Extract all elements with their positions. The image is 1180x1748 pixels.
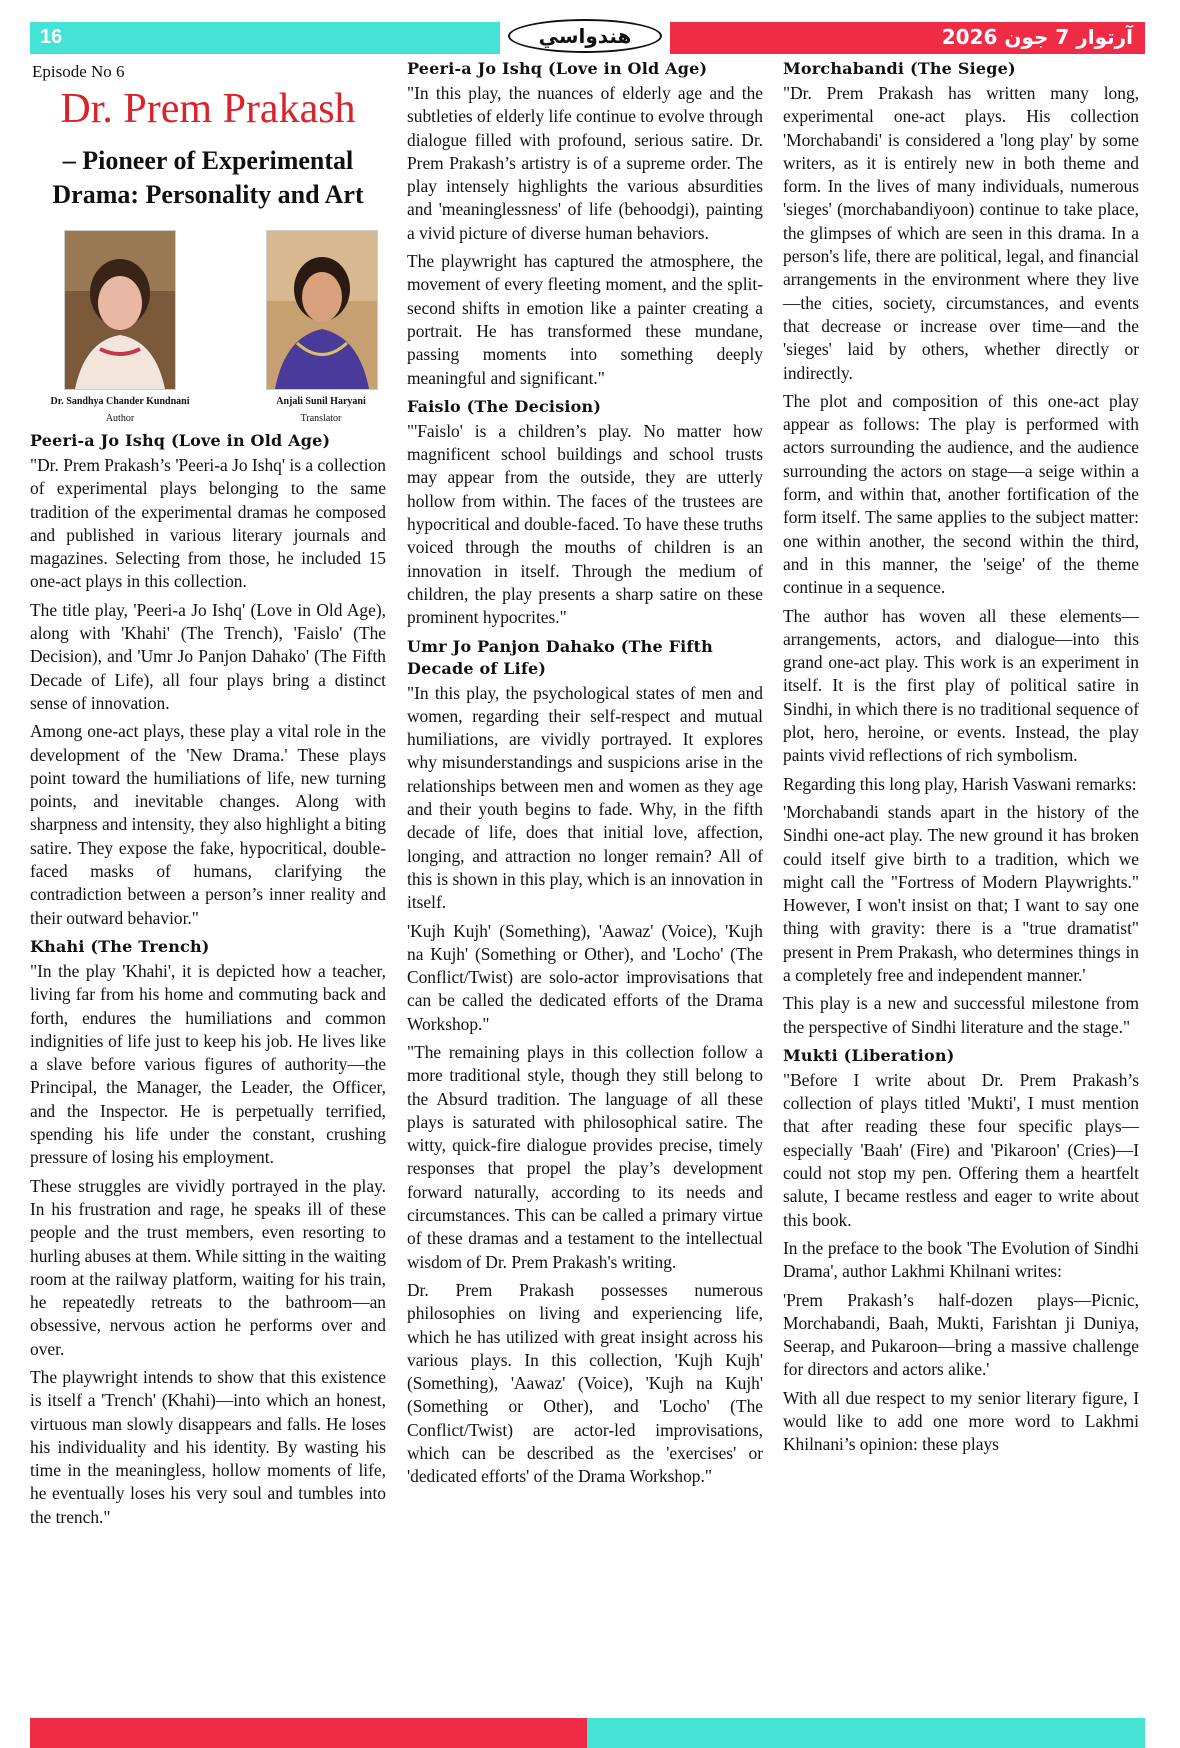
- section-heading: Mukti (Liberation): [783, 1045, 955, 1065]
- column-2: [407, 58, 763, 1494]
- issue-date: آرتوار 7 جون 2026: [941, 25, 1133, 49]
- author-role: Author: [105, 413, 135, 424]
- section-heading: Peeri-a Jo Ishq (Love in Old Age): [30, 431, 331, 450]
- paragraph: The author has woven all these elements—arrangements, actors, and dialogue—into this grand one-act play. This work is an experiment in itself. It is the first play of political satire in Sindhi, in which there is no traditional sequence of plot, hero, heroine, or events. Instead, the play paints vivid reflections of rich symbolism.: [783, 605, 1139, 766]
- paragraph: Regarding this long play, Harish Vaswani remarks:: [783, 773, 1137, 794]
- article-subtitle: [30, 144, 386, 212]
- section-heading: Khahi (The Trench): [30, 936, 210, 956]
- paragraph: "Dr. Prem Prakash has written many long, experimental one-act plays. His collection 'Morchabandi' is considered a 'long play' by some writers, as it is entirely new in both theme and form. In the lives of many individuals, numerous 'sieges' (morchabandiyoon) continue to take place, the glimpses of which are seen in this drama. In a person's life, there are political, legal, and financial arrangements in the environment where they live—the cities, society, circumstances, and events that decrease or increase over time—and the 'sieges' laid by others, whether directly or indirectly.: [783, 83, 1139, 383]
- header-bar-left: [30, 22, 500, 54]
- paragraph: This play is a new and successful milestone from the perspective of Sindhi literature and the stage.": [783, 993, 1139, 1037]
- paragraph: "'Faislo' is a children’s play. No matter how magnificent school buildings and school trusts may appear from the outside, they are utterly hollow from within. The faces of the trustees are hypocritical and double-faced. To have these truths voiced through the mouths of children is an innovation in itself. Through the medium of children, the play presents a sharp satire on these prominent hypocrites.": [407, 420, 763, 628]
- page-header: [30, 22, 1145, 54]
- paragraph: 'Prem Prakash’s half-dozen plays—Picnic, Morchabandi, Baah, Mukti, Farishtan ji Duniya, Seerap, and Pukaroon—bring a massive challenge for directors and actors alike.': [783, 1289, 1139, 1380]
- paragraph: 'Kujh Kujh' (Something), 'Aawaz' (Voice), 'Kujh na Kujh' (Something or Other), and 'Locho' (The Conflict/Twist) are solo-actor improvisations that can be called the dedicated efforts of the Drama Workshop.": [407, 920, 763, 1034]
- masthead-oval: [508, 19, 662, 53]
- section-heading: Morchabandi (The Siege): [783, 59, 1016, 78]
- section-heading: Faislo (The Decision): [407, 396, 602, 416]
- paragraph: "Before I write about Dr. Prem Prakash’s collection of plays titled 'Mukti', I must mention that after reading these four specific plays—especially 'Baah' (Fire) and 'Pikaroon' (Cries)—I could not stop my pen. Offering them a heartfelt salute, I became restless and eager to write about this book.: [783, 1069, 1139, 1230]
- paragraph: The playwright intends to show that this existence is itself a 'Trench' (Khahi)—into which an honest, virtuous man slowly disappears and falls. He loses his individuality and his identity. By wasting his time in the meaningless, hollow moments of life, he eventually loses his very soul and tumbles into the trench.": [30, 1366, 386, 1527]
- masthead-text: هندواسي: [538, 24, 632, 48]
- author-photos: [40, 230, 376, 424]
- column-1: [30, 58, 386, 1534]
- section-heading: Peeri-a Jo Ishq (Love in Old Age): [407, 59, 708, 78]
- translator-name: Anjali Sunil Haryani: [276, 396, 366, 407]
- paragraph: "In this play, the nuances of elderly age and the subtleties of elderly life continue to evolve through dialogue filled with profound, serious satire. Dr. Prem Prakash’s artistry is of a supreme order. The play intensely highlights the various absurdities and 'meaninglessness' of life (behoodgi), painting a vivid picture of diverse human behaviors.: [407, 83, 763, 243]
- article-title: Dr. Prem Prakash: [60, 86, 356, 132]
- paragraph: The plot and composition of this one-act play appear as follows: The play is performed with actors surrounding the audience, and the audience surrounding the actors on stage—a seige within a form, and within that, another fortification of the form itself. The same applies to the subject matter: one within another, the second within the third, and in this manner, the 'seige' of the theme continue in a sequence.: [783, 390, 1139, 598]
- translator-card: [266, 230, 376, 424]
- subtitle-line-2: Drama: Personality and Art: [52, 180, 364, 209]
- author-card: [40, 230, 200, 424]
- paragraph: "The remaining plays in this collection follow a more traditional style, though they still belong to the Absurd tradition. The language of all these plays is saturated with philosophical satire. The witty, quick-fire dialogue provides precise, timely responses that propel the play’s development forward naturally, according to its needs and circumstances. This can be called a primary virtue of these dramas and a testament to the intellectual wisdom of Dr. Prem Prakash's writing.: [407, 1041, 763, 1272]
- author-name: Dr. Sandhya Chander Kundnani: [50, 396, 190, 407]
- section-heading: Umr Jo Panjon Dahako (The Fifth Decade of Life): [407, 636, 713, 678]
- paragraph: In the preface to the book 'The Evolution of Sindhi Drama', author Lakhmi Khilnani writes:: [783, 1237, 1139, 1282]
- masthead-logo: [500, 16, 670, 56]
- paragraph: The title play, 'Peeri-a Jo Ishq' (Love in Old Age), along with 'Khahi' (The Trench), 'Faislo' (The Decision), and 'Umr Jo Panjon Dahako' (The Fifth Decade of Life), all four plays bring a distinct sense of innovation.: [30, 599, 386, 713]
- column-3: [783, 58, 1139, 1462]
- paragraph: "In this play, the psychological states of men and women, regarding their self-respect and mutual humiliations, are vividly portrayed. It explores why misunderstandings and suspicions arise in the relationships between men and women as they age and their youth begins to fade. Why, in the fifth decade of life, does that initial love, affection, longing, and attraction no longer remain? All of this is shown in this play, which is an innovation in itself.: [407, 682, 763, 913]
- translator-role: Translator: [300, 413, 342, 424]
- paragraph: "Dr. Prem Prakash’s 'Peeri-a Jo Ishq' is a collection of experimental plays belonging to the same tradition of the experimental dramas he composed and published in various literary journals and magazines. Selecting from those, he included 15 one-act plays in this collection.: [30, 455, 386, 592]
- paragraph: These struggles are vividly portrayed in the play. In his frustration and rage, he speaks ill of these people and the trust members, even resorting to hurling abuses at them. While sitting in the waiting room at the railway platform, waiting for his train, he repeatedly retreats to the bathroom—an obsessive, nervous action he performs over and over.: [30, 1175, 386, 1359]
- paragraph: Dr. Prem Prakash possesses numerous philosophies on living and experiencing life, which he has utilized with great insight across his various plays. In this collection, 'Kujh Kujh' (Something), 'Aawaz' (Voice), 'Kujh na Kujh' (Something or Other), and 'Locho' (The Conflict/Twist) are actor-led improvisations, which can be described as the 'exercises' or 'dedicated efforts' of the Drama Workshop.": [407, 1279, 763, 1487]
- paragraph: "In the play 'Khahi', it is depicted how a teacher, living far from his home and commuting back and forth, endures the humiliations and common indignities of life just to keep his job. He lives like a slave before various figures of authority—the Principal, the Manager, the Leader, the Officer, and the Inspector. He is perpetually terrified, spending his life under the constant, crushing pressure of losing his employment.: [30, 960, 386, 1168]
- author-photo: [64, 230, 176, 390]
- page-number: 16: [40, 26, 63, 48]
- translator-photo: [266, 230, 378, 390]
- paragraph: With all due respect to my senior literary figure, I would like to add one more word to Lakhmi Khilnani’s opinion: these plays: [783, 1387, 1139, 1455]
- paragraph: Among one-act plays, these play a vital role in the development of the 'New Drama.' These plays point toward the humiliations of life, new turning points, and inevitable changes. Along with sharpness and intensity, they also highlight a biting satire. They expose the fake, hypocritical, double-faced masks of humans, clarifying the contradiction between a person’s inner reality and their outward behavior.": [30, 721, 386, 928]
- subtitle-line-1: – Pioneer of Experimental: [62, 146, 354, 175]
- paragraph: 'Morchabandi stands apart in the history of the Sindhi one-act play. The new ground it has broken could itself give birth to a tradition, which we might call the "Fortress of Modern Playwrights." However, I won't insist on that; I want to say one thing with gravity: there is a "true dramatist" present in Prem Prakash, who determines things in a completely free and independent manner.': [783, 801, 1139, 985]
- header-bar-right: [670, 22, 1145, 54]
- paragraph: The playwright has captured the atmosphere, the movement of every fleeting moment, and the split-second shifts in emotion like a painter creating a portrait. He has transformed these mundane, passing moments into something deeply meaningful and significant.": [407, 251, 763, 388]
- episode-label: Episode No 6: [32, 62, 125, 81]
